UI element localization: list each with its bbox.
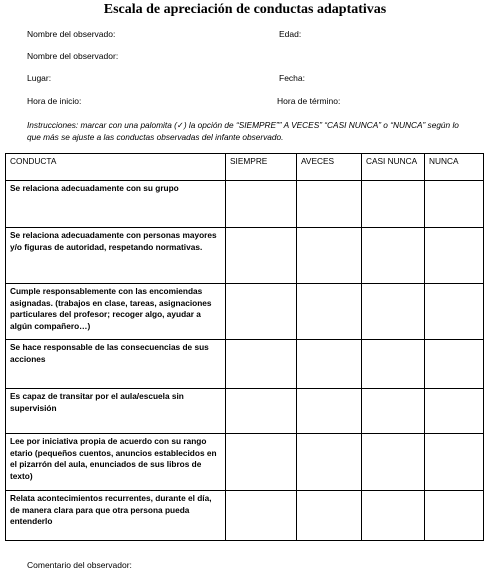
header-siempre: SIEMPRE bbox=[226, 154, 297, 181]
conduct-description: Se hace responsable de las consecuencias de sus acciones bbox=[6, 340, 226, 389]
aveces-cell[interactable] bbox=[297, 389, 362, 434]
age-label: Edad: bbox=[279, 29, 302, 39]
siempre-cell[interactable] bbox=[226, 181, 297, 228]
header-aveces: AVECES bbox=[297, 154, 362, 181]
end-time-label: Hora de término: bbox=[277, 96, 341, 106]
casi-nunca-cell[interactable] bbox=[362, 228, 425, 284]
aveces-cell[interactable] bbox=[297, 181, 362, 228]
observed-name-label: Nombre del observado: bbox=[27, 29, 116, 39]
nunca-cell[interactable] bbox=[425, 491, 484, 541]
table-row bbox=[6, 389, 484, 434]
observer-name-label: Nombre del observador: bbox=[27, 51, 119, 61]
conduct-table bbox=[5, 153, 484, 541]
aveces-cell[interactable] bbox=[297, 284, 362, 340]
siempre-cell[interactable] bbox=[226, 284, 297, 340]
place-label: Lugar: bbox=[27, 73, 52, 83]
instructions-text: Instrucciones: marcar con una palomita (✓) la opción de “SIEMPRE”” A VECES” “CASI NUNCA” o “NUNCA” según lo que más se ajuste a las conductas observadas del infante observado. bbox=[27, 120, 459, 142]
siempre-cell[interactable] bbox=[226, 389, 297, 434]
nunca-cell[interactable] bbox=[425, 228, 484, 284]
aveces-cell[interactable] bbox=[297, 491, 362, 541]
document-title: Escala de apreciación de conductas adaptativas bbox=[103, 2, 387, 17]
aveces-cell[interactable] bbox=[297, 434, 362, 491]
siempre-cell[interactable] bbox=[226, 340, 297, 389]
table-row bbox=[6, 181, 484, 228]
casi-nunca-cell[interactable] bbox=[362, 491, 425, 541]
conduct-description: Relata acontecimientos recurrentes, durante el día, de manera clara para que otra persona pueda entenderlo bbox=[6, 491, 226, 541]
casi-nunca-cell[interactable] bbox=[362, 389, 425, 434]
conduct-description: Se relaciona adecuadamente con su grupo bbox=[6, 181, 226, 228]
siempre-cell[interactable] bbox=[226, 434, 297, 491]
table-row bbox=[6, 228, 484, 284]
observer-comment-label: Comentario del observador: bbox=[27, 560, 132, 570]
conduct-description: Lee por iniciativa propia de acuerdo con su rango etario (pequeños cuentos, anuncios establecidos en el pizarrón del aula, enunciados de sus libros de texto) bbox=[6, 434, 226, 491]
nunca-cell[interactable] bbox=[425, 181, 484, 228]
casi-nunca-cell[interactable] bbox=[362, 284, 425, 340]
siempre-cell[interactable] bbox=[226, 491, 297, 541]
siempre-cell[interactable] bbox=[226, 228, 297, 284]
header-conducta: CONDUCTA bbox=[6, 154, 226, 181]
aveces-cell[interactable] bbox=[297, 340, 362, 389]
start-time-label: Hora de inicio: bbox=[27, 96, 82, 106]
date-label: Fecha: bbox=[279, 73, 305, 83]
casi-nunca-cell[interactable] bbox=[362, 181, 425, 228]
table-header-row bbox=[6, 154, 484, 181]
header-nunca: NUNCA bbox=[425, 154, 484, 181]
conduct-description: Se relaciona adecuadamente con personas mayores y/o figuras de autoridad, respetando normativas. bbox=[6, 228, 226, 284]
casi-nunca-cell[interactable] bbox=[362, 434, 425, 491]
header-casi-nunca: CASI NUNCA bbox=[362, 154, 425, 181]
conduct-description: Es capaz de transitar por el aula/escuela sin supervisión bbox=[6, 389, 226, 434]
nunca-cell[interactable] bbox=[425, 340, 484, 389]
casi-nunca-cell[interactable] bbox=[362, 340, 425, 389]
aveces-cell[interactable] bbox=[297, 228, 362, 284]
table-row bbox=[6, 340, 484, 389]
conduct-description: Cumple responsablemente con las encomiendas asignadas. (trabajos en clase, tareas, asignaciones particulares del profesor; recoger algo, ayudar a algún compañero…) bbox=[6, 284, 226, 340]
nunca-cell[interactable] bbox=[425, 389, 484, 434]
table-row bbox=[6, 284, 484, 340]
nunca-cell[interactable] bbox=[425, 284, 484, 340]
table-row bbox=[6, 491, 484, 541]
table-row bbox=[6, 434, 484, 491]
nunca-cell[interactable] bbox=[425, 434, 484, 491]
